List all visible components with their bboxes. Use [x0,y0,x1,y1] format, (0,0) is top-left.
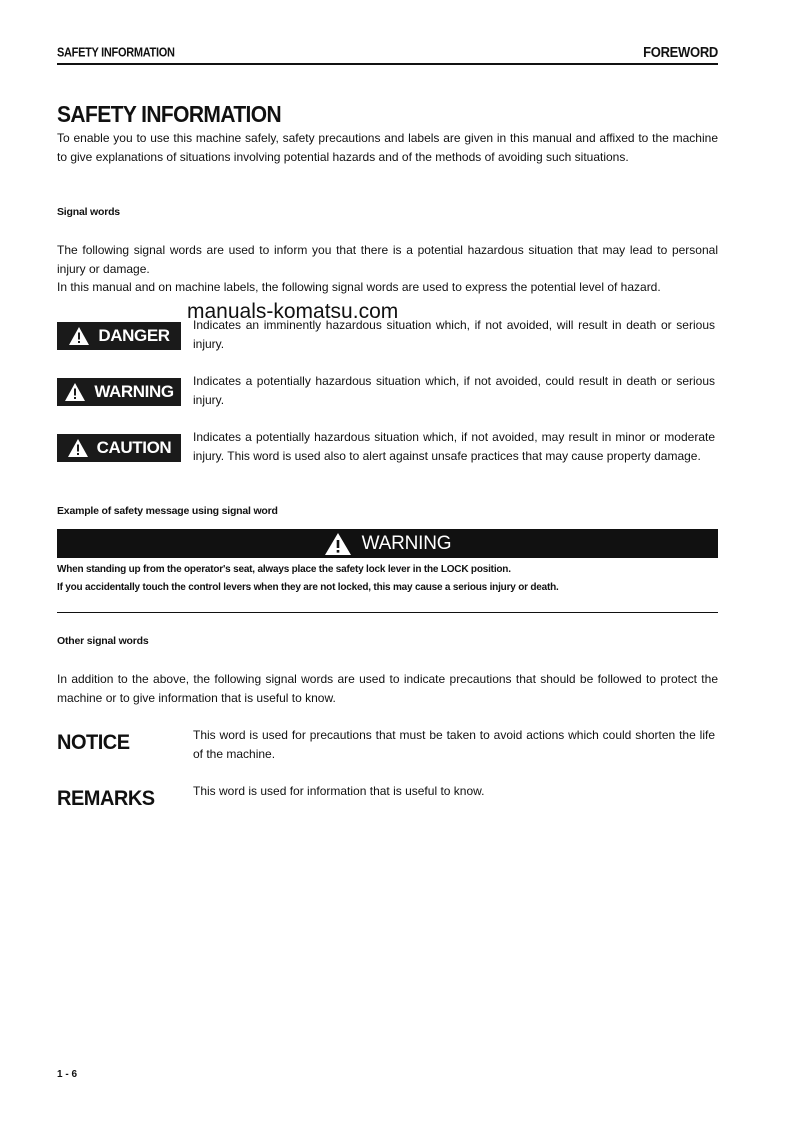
warning-triangle-icon [324,532,352,556]
remarks-label: REMARKS [57,787,155,811]
signal-words-paragraph-1: The following signal words are used to inform you that there is a potential hazardous situation that may lead to personal injury or damage. [57,243,718,276]
example-warning-banner [57,529,718,558]
intro-paragraph: To enable you to use this machine safely, safety precautions and labels are given in this manual and affixed to the machine to give explanations of situations involving potential hazards and of the methods of avoiding such situations. [57,131,718,164]
danger-label [57,322,181,350]
other-signal-words-heading: Other signal words [57,635,149,647]
warning-triangle-icon [64,382,86,402]
warning-label [57,378,181,406]
danger-label-text: DANGER [98,326,170,345]
warning-triangle-icon [68,326,90,346]
warning-triangle-icon [67,438,89,458]
signal-words-heading: Signal words [57,206,120,218]
other-signal-words-paragraph: In addition to the above, the following signal words are used to indicate precautions that should be followed to protect the machine or to give information that is useful to know. [57,672,718,705]
header-divider [57,63,718,65]
warning-description: Indicates a potentially hazardous situation which, if not avoided, could result in death or serious injury. [193,374,715,407]
example-heading: Example of safety message using signal word [57,505,278,517]
remarks-description: This word is used for information that is useful to know. [193,784,485,798]
header-chapter-title: FOREWORD [643,44,718,61]
page-number: 1 - 6 [57,1069,78,1080]
notice-description: This word is used for precautions that must be taken to avoid actions which could shorten the life of the machine. [193,728,715,761]
header-section-title: SAFETY INFORMATION [57,46,175,60]
caution-label-text: CAUTION [96,438,172,457]
example-divider [57,612,718,613]
page-title: SAFETY INFORMATION [57,102,282,128]
watermark: manuals-komatsu.com [187,300,399,323]
example-message-line-2: If you accidentally touch the control levers when they are not locked, this may cause a serious injury or death. [57,582,559,593]
example-banner-text: WARNING [361,532,452,554]
example-message-line-1: When standing up from the operator's seat, always place the safety lock lever in the LOCK position. [57,564,511,575]
caution-description: Indicates a potentially hazardous situation which, if not avoided, may result in minor or moderate injury. This word is used also to alert against unsafe practices that may cause property damage. [193,430,715,463]
warning-label-text: WARNING [94,382,174,401]
danger-description: Indicates an imminently hazardous situation which, if not avoided, will result in death or serious injury. [193,318,715,351]
notice-label: NOTICE [57,731,130,755]
caution-label [57,434,181,462]
signal-words-paragraph-2: In this manual and on machine labels, the following signal words are used to express the potential level of hazard. [57,280,661,294]
